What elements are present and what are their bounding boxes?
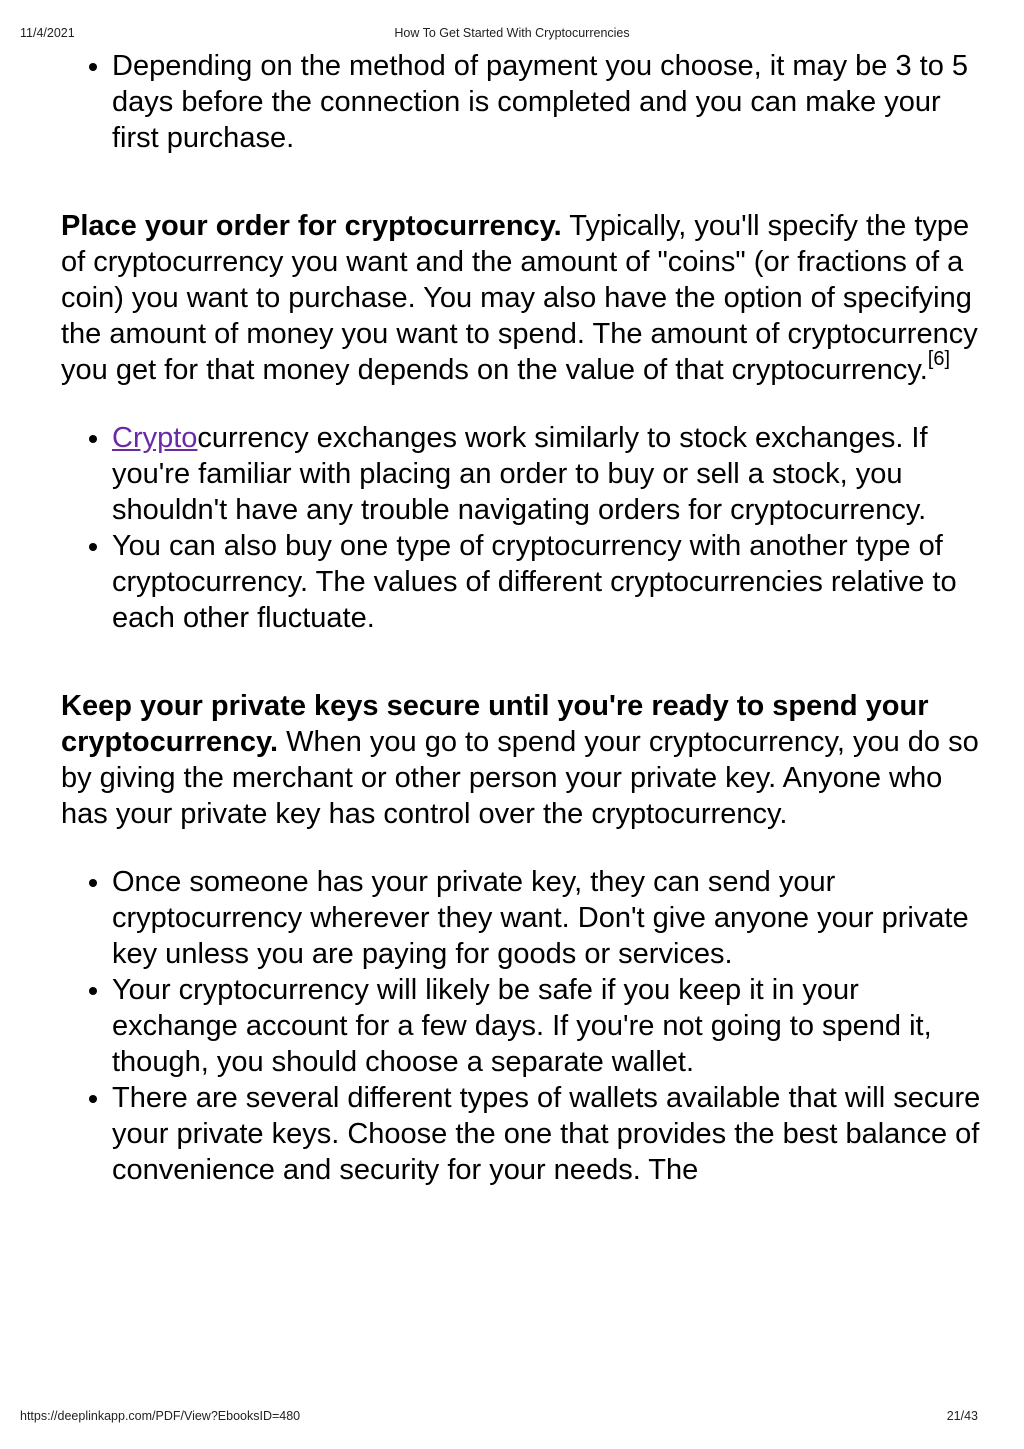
list-item-text: currency exchanges work similarly to stock exchanges. If you're familiar with placing an order to buy or sell a stock, you shouldn't have any trouble navigating orders for cryptocurrency.	[112, 422, 928, 526]
list-item: • Once someone has your private key, they can send your cryptocurrency wherever they want. Don't give anyone your private key unless you are paying for goods or services.	[112, 864, 981, 972]
keys-bullet-list	[61, 864, 981, 1188]
keys-body: When you go to spend your cryptocurrency, you do so by giving the merchant or other person your private key. Anyone who has your private key has control over the cryptocurrency.	[61, 726, 979, 830]
page-number: 21/43	[946, 1409, 978, 1423]
list-item: • There are several different types of wallets available that will secure your private keys. Choose the one that provides the best balance of convenience and security for your needs. The	[112, 1080, 981, 1188]
intro-bullet-list	[61, 48, 981, 156]
citation-link[interactable]: [6]	[927, 348, 951, 370]
list-item: • You can also buy one type of cryptocurrency with another type of cryptocurrency. The values of different cryptocurrencies relative to each other fluctuate.	[112, 528, 981, 636]
keys-paragraph	[61, 688, 981, 832]
list-item: • Your cryptocurrency will likely be safe if you keep it in your exchange account for a few days. If you're not going to spend it, though, you should choose a separate wallet.	[112, 972, 981, 1080]
crypto-link[interactable]: Crypto	[112, 422, 198, 454]
print-url: https://deeplinkapp.com/PDF/View?EbooksID=480	[20, 1409, 301, 1423]
page-content	[61, 48, 981, 1188]
print-date: 11/4/2021	[20, 26, 75, 40]
order-body: Typically, you'll specify the type of cryptocurrency you want and the amount of "coins" (or fractions of a coin) you want to purchase. You may also have the option of specifying the amount of money you want to spend. The amount of cryptocurrency you get for that money depends on the value of that cryptocurrency.	[61, 210, 978, 386]
list-item: • Depending on the method of payment you choose, it may be 3 to 5 days before the connection is completed and you can make your first purchase.	[112, 48, 981, 156]
print-title: How To Get Started With Cryptocurrencies	[394, 26, 630, 40]
keys-heading: Keep your private keys secure until you're ready to spend your cryptocurrency.	[61, 690, 929, 758]
order-heading: Place your order for cryptocurrency.	[61, 210, 562, 242]
list-item	[112, 420, 981, 528]
order-bullet-list	[61, 420, 981, 636]
order-paragraph	[61, 208, 981, 388]
